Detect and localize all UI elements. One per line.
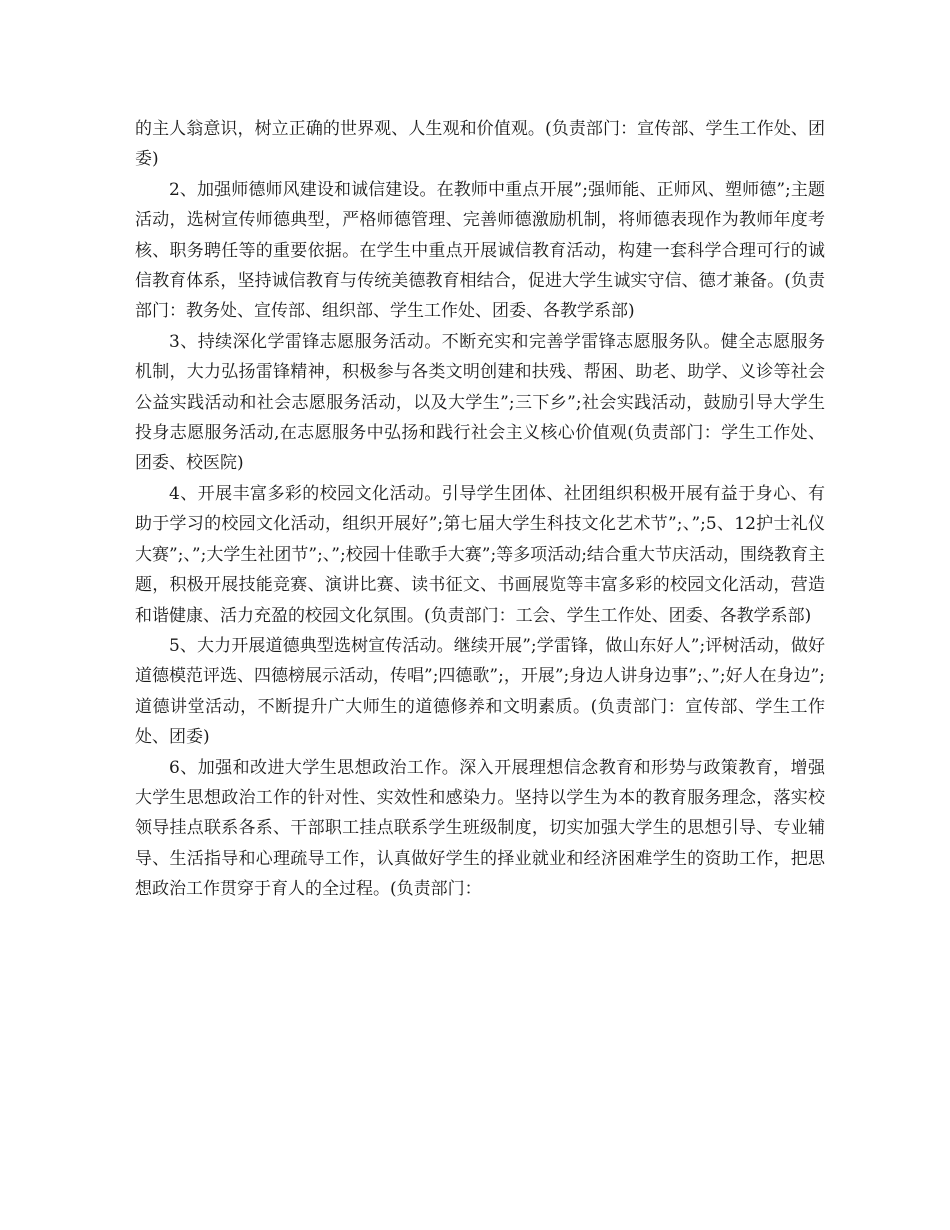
paragraph-continuation: 的主人翁意识，树立正确的世界观、人生观和价值观。(负责部门：宣传部、学生工作处、团委) (135, 119, 825, 170)
paragraph-item-3: 3、持续深化学雷锋志愿服务活动。不断充实和完善学雷锋志愿服务队。健全志愿服务机制，大力弘扬雷锋精神，积极参与各类文明创建和扶残、帮困、助老、助学、义诊等社会公益实践活动和社会志愿服务活动，以及大学生”;三下乡”;社会实践活动，鼓励引导大学生投身志愿服务活动,在志愿服务中弘扬和践行社会主义核心价值观(负责部门：学生工作处、团委、校医院) (135, 331, 825, 474)
paragraph-item-4: 4、开展丰富多彩的校园文化活动。引导学生团体、社团组织积极开展有益于身心、有助于学习的校园文化活动，组织开展好”;第七届大学生科技文化艺术节”;、”;5、12护士礼仪大赛”;、”;大学生社团节”;、”;校园十佳歌手大赛”;等多项活动;结合重大节庆活动，围绕教育主题，积极开展技能竞赛、演讲比赛、读书征文、书画展览等丰富多彩的校园文化活动，营造和谐健康、活力充盈的校园文化氛围。(负责部门：工会、学生工作处、团委、各教学系部) (135, 483, 825, 626)
paragraph-item-2: 2、加强师德师风建设和诚信建设。在教师中重点开展”;强师能、正师风、塑师德”;主题活动，选树宣传师德典型，严格师德管理、完善师德激励机制，将师德表现作为教师年度考核、职务聘任等的重要依据。在学生中重点开展诚信教育活动，构建一套科学合理可行的诚信教育体系，坚持诚信教育与传统美德教育相结合，促进大学生诚实守信、德才兼备。(负责部门：教务处、宣传部、组织部、学生工作处、团委、各教学系部) (135, 179, 825, 322)
document-body (135, 114, 825, 905)
paragraph-item-5: 5、大力开展道德典型选树宣传活动。继续开展”;学雷锋，做山东好人”;评树活动，做好道德模范评选、四德榜展示活动，传唱”;四德歌”;，开展”;身边人讲身边事”;、”;好人在身边”;道德讲堂活动，不断提升广大师生的道德修养和文明素质。(负责部门：宣传部、学生工作处、团委) (135, 635, 826, 748)
paragraph-item-6: 6、加强和改进大学生思想政治工作。深入开展理想信念教育和形势与政策教育，增强大学生思想政治工作的针对性、实效性和感染力。坚持以学生为本的教育服务理念，落实校领导挂点联系各系、干部职工挂点联系学生班级制度，切实加强大学生的思想引导、专业辅导、生活指导和心理疏导工作，认真做好学生的择业就业和经济困难学生的资助工作，把思想政治工作贯穿于育人的全过程。(负责部门： (135, 757, 825, 900)
